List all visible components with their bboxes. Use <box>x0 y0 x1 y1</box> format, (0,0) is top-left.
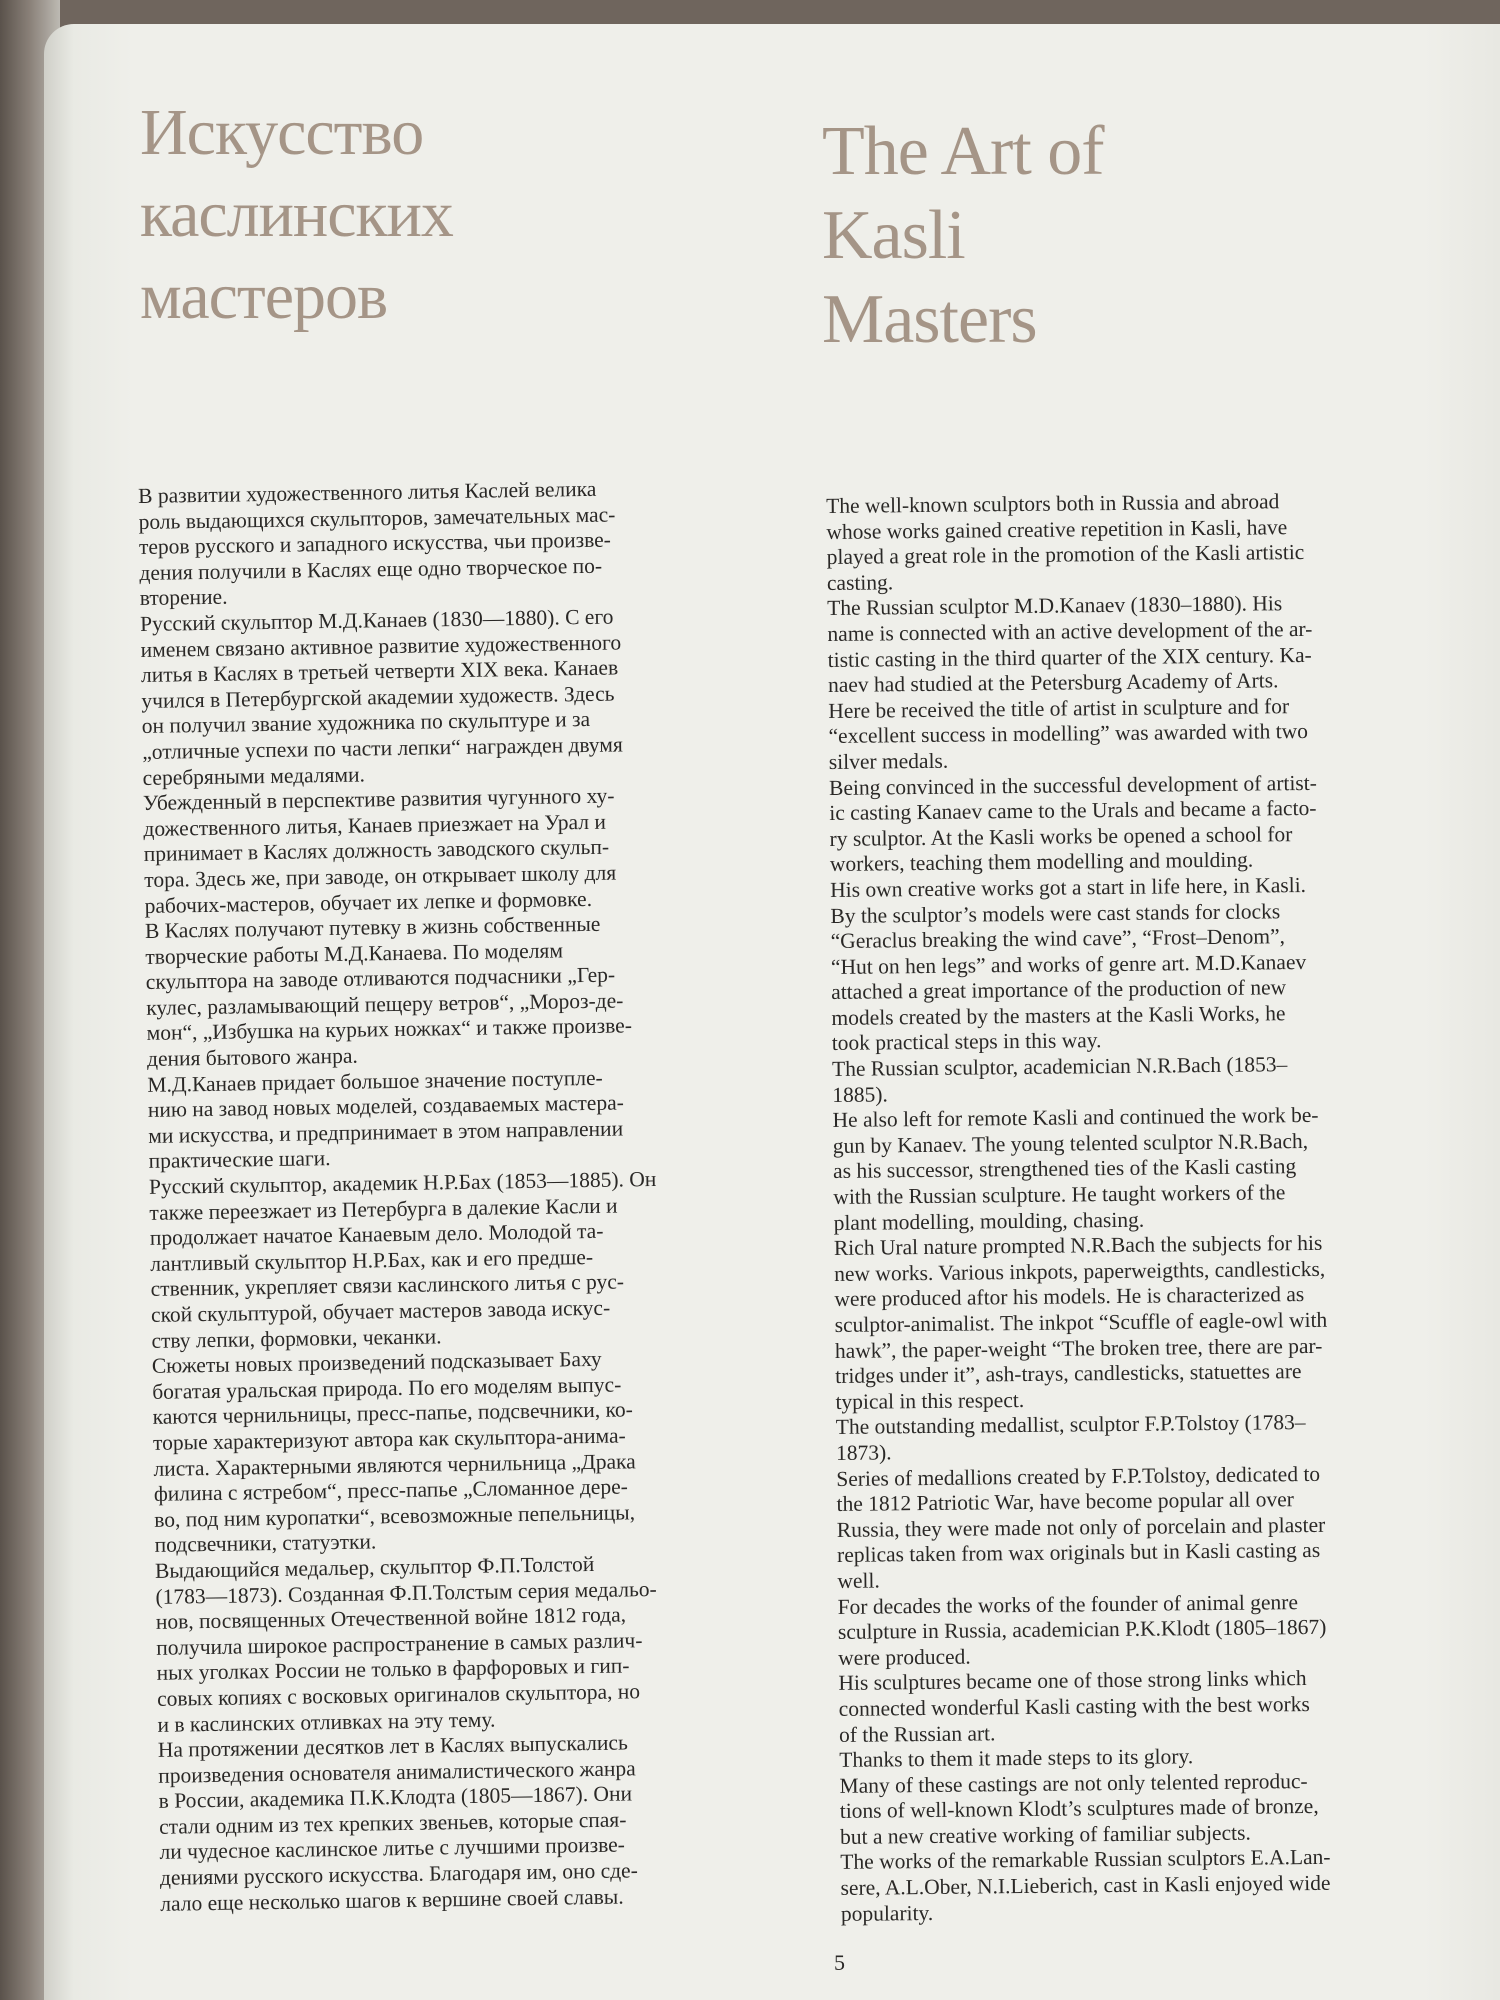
body-text-line: он получил звание художника по скульптуре и за <box>141 707 591 739</box>
body-text-line: листа. Характерными являются чернильница „Драка <box>153 1448 636 1481</box>
body-text-line: hawk”, the paper-weight “The broken tree, there are par- <box>834 1333 1323 1363</box>
body-text-line: The well-known sculptors both in Russia and abroad <box>826 489 1280 518</box>
body-text-line: Being convinced in the successful development of artist- <box>828 770 1317 800</box>
body-text-line: The outstanding medallist, sculptor F.P.Tolstoy (1783– <box>835 1410 1306 1440</box>
body-text-line: Russia, they were made not only of porcelain and plaster <box>836 1512 1326 1542</box>
title-english-line: The Art of <box>822 113 1104 190</box>
body-text-line: plant modelling, moulding, chasing. <box>833 1207 1145 1235</box>
body-text-line: ми искусства, и предпринимает в этом направлении <box>148 1116 624 1148</box>
body-text-line: стали одним из тех крепких звеньев, которые спая- <box>158 1807 627 1839</box>
body-text-line: Русский скульптор М.Д.Канаев (1830—1880). С его <box>140 604 614 636</box>
body-text-line: Сюжеты новых произведений подсказывает Баху <box>151 1347 602 1379</box>
body-text-line: торые характеризуют автора как скульптора-анима- <box>152 1423 626 1455</box>
title-russian-line: Искусство <box>140 96 424 169</box>
body-text-line: дожественного литья, Канаев приезжает на Урал и <box>143 809 607 841</box>
body-text-line: but a new creative working of familiar subjects. <box>839 1820 1251 1849</box>
body-text-line: дения бытового жанра. <box>146 1043 358 1071</box>
body-text-line: творческие работы М.Д.Канаева. По моделям <box>145 938 564 969</box>
title-russian-line: мастеров <box>140 260 388 333</box>
body-text-line: также переезжает из Петербурга в далекие Касли и <box>149 1193 618 1225</box>
body-text-line: Убежденный в перспективе развития чугунного ху- <box>142 783 615 816</box>
body-text-line: workers, teaching them modelling and moulding. <box>829 847 1254 877</box>
body-text-line: “excellent success in modelling” was awarded with two <box>828 719 1309 749</box>
body-text-line: мон“, „Избушка на курьих ножках“ и также произве- <box>146 1013 633 1046</box>
title-english-line: Masters <box>822 281 1037 358</box>
body-text-line: Выдающийся медальер, скульптор Ф.П.Толстой <box>154 1551 595 1583</box>
body-text-line: silver medals. <box>828 748 949 774</box>
body-text-line: В развитии художественного литья Каслей велика <box>138 476 597 508</box>
body-text-line: with the Russian sculpture. He taught workers of the <box>833 1180 1286 1209</box>
body-text-line: new works. Various inkpots, paperweigthts, candlesticks, <box>834 1256 1326 1286</box>
body-text-line: models created by the masters at the Kasli Works, he <box>831 1001 1286 1030</box>
body-text-line: практические шаги. <box>148 1146 331 1174</box>
body-text-line: М.Д.Канаев придает большое значение поступле- <box>147 1065 603 1097</box>
body-text-line: popularity. <box>840 1900 934 1926</box>
body-text-line: For decades the works of the founder of animal genre <box>837 1589 1299 1619</box>
body-text-line: ic casting Kanaev came to the Urals and became a facto- <box>829 796 1317 826</box>
body-text-line: tridges under it”, ash-trays, candlesticks, statuettes are <box>835 1359 1302 1389</box>
body-text-line: совых копиях с восковых оригиналов скульптора, но <box>156 1679 641 1711</box>
body-text-line: подсвечники, статуэтки. <box>154 1529 377 1558</box>
body-text-line: His sculptures became one of those strong links which <box>838 1666 1307 1696</box>
body-text-line: The Russian sculptor, academician N.R.Bach (1853– <box>831 1052 1288 1082</box>
body-text-line: took practical steps in this way. <box>831 1028 1102 1056</box>
page-number: 5 <box>834 1950 845 1975</box>
body-text-line: во, под ним куропатки“, всевозможные пепельницы, <box>154 1500 636 1532</box>
title-russian <box>140 92 740 338</box>
body-text-line: литья в Каслях в третьей четверти XIX века. Канаев <box>140 655 619 688</box>
body-text-line: лало еще несколько шагов к вершине своей славы. <box>160 1884 624 1916</box>
body-text-line: as his successor, strengthened ties of the Kasli casting <box>832 1154 1297 1184</box>
body-text-line: sculpture in Russia, academician P.K.Klodt (1805–1867) <box>837 1614 1327 1645</box>
body-text-line: На протяжении десятков лет в Каслях выпускались <box>157 1730 628 1762</box>
body-text-line: произведения основателя анималистического жанра <box>158 1756 636 1788</box>
body-text-line: name is connected with an active development of the ar- <box>827 616 1313 646</box>
body-text-line: sere, A.L.Ober, N.I.Lieberich, cast in Kasli enjoyed wide <box>840 1870 1331 1900</box>
body-text-line: attached a great importance of the production of new <box>831 975 1287 1005</box>
body-text-line: рабочих-мастеров, обучает их лепке и формовке. <box>144 886 593 918</box>
body-text-line: вторение. <box>139 584 228 611</box>
body-text-line: replicas taken from wax originals but in Kasli casting as <box>836 1538 1321 1568</box>
body-text-line: 1873). <box>835 1440 892 1465</box>
body-text-line: well. <box>837 1568 880 1593</box>
body-text-line: Русский скульптор, академик Н.Р.Бах (1853—1885). Он <box>148 1166 657 1199</box>
body-text-english <box>826 487 1481 1927</box>
body-text-line: кулес, разламывающий пещеру ветров“, „Мороз-де- <box>146 988 624 1020</box>
title-english-line: Kasli <box>822 197 965 274</box>
body-text-line: ству лепки, формовки, чеканки. <box>151 1323 442 1353</box>
body-text-russian <box>138 474 820 1917</box>
body-text-line: „отличные успехи по части лепки“ награжден двумя <box>142 732 623 764</box>
body-text-line: The works of the remarkable Russian sculptors E.A.Lan- <box>840 1845 1331 1875</box>
body-text-line: tions of well-known Klodt’s sculptures made of bronze, <box>839 1794 1319 1824</box>
body-text-line: лантливый скульптор Н.Р.Бах, как и его предше- <box>150 1244 594 1276</box>
body-text-line: богатая уральская природа. По его моделям выпус- <box>152 1372 622 1404</box>
body-text-line: ных уголках России не только в фарфоровых и гип- <box>156 1653 630 1686</box>
body-text-line: were produced aftor his models. He is characterized as <box>834 1282 1305 1312</box>
body-text-line: каются чернильницы, пресс-папье, подсвечники, ко- <box>152 1397 633 1430</box>
body-text-line: и в каслинских отливках на эту тему. <box>157 1707 496 1737</box>
body-text-line: продолжает начатое Канаевым дело. Молодой та- <box>149 1219 604 1251</box>
title-english <box>822 110 1422 362</box>
body-text-line: роль выдающихся скульпторов, замечательных мас- <box>138 502 616 534</box>
body-text-line: ли чудесное каслинское литье с лучшими произве- <box>159 1832 626 1865</box>
body-text-line: “Geraclus breaking the wind cave”, “Frost–Denom”, <box>830 924 1286 954</box>
body-text-line: whose works gained creative repetition in Kasli, have <box>826 514 1288 544</box>
body-text-line: Series of medallions created by F.P.Tolstoy, dedicated to <box>836 1461 1321 1491</box>
body-text-line: дениями русского искусства. Благодаря им, оно сде- <box>159 1858 638 1890</box>
body-text-line: серебряными медалями. <box>142 762 366 790</box>
body-text-line: принимает в Каслях должность заводского скульп- <box>143 834 610 867</box>
body-text-line: в России, академика П.К.Клодта (1805—1867). Они <box>158 1781 633 1814</box>
body-text-line: of the Russian art. <box>838 1720 996 1747</box>
body-text-line: By the sculptor’s models were cast stands for clocks <box>830 898 1281 928</box>
body-text-line: He also left for remote Kasli and continued the work be- <box>832 1103 1319 1133</box>
body-text-line: naev had studied at the Petersburg Academy of Arts. <box>827 668 1279 698</box>
body-text-line: В Каслях получают путевку в жизнь собственные <box>144 911 601 944</box>
body-text-line: His own creative works got a start in life here, in Kasli. <box>830 872 1307 902</box>
body-text-line: учился в Петербургской академии художеств. Здесь <box>141 681 615 713</box>
body-text-line: typical in this respect. <box>835 1387 1025 1414</box>
body-text-line: ской скульптурой, обучает мастеров завода искус- <box>150 1295 611 1327</box>
body-text-line: The Russian sculptor M.D.Kanaev (1830–1880). His <box>827 591 1283 621</box>
body-text-line: gun by Kanaev. The young telented sculptor N.R.Bach, <box>832 1128 1309 1158</box>
body-text-line: casting. <box>826 570 894 595</box>
body-text-line: “Hut on hen legs” and works of genre art. M.D.Kanaev <box>830 949 1307 979</box>
body-text-line: tistic casting in the third quarter of the XIX century. Ka- <box>827 642 1312 672</box>
body-text-line: скульптора на заводе отливаются подчасники „Гер- <box>145 962 616 995</box>
body-text-line: теров русского и западного искусства, чьи произве- <box>138 527 612 560</box>
body-text-line: connected wonderful Kasli casting with the best works <box>838 1691 1310 1721</box>
body-text-line: were produced. <box>838 1644 971 1670</box>
body-text-line: получила широкое распространение в самых различ- <box>156 1627 643 1660</box>
body-text-line: Thanks to them it made steps to its glory. <box>839 1744 1194 1773</box>
body-text-line: ственник, укрепляет связи каслинского литья с рус- <box>150 1269 625 1302</box>
body-text-line: дения получили в Каслях еще одно творческое по- <box>139 553 603 585</box>
body-text-line: ry sculptor. At the Kasli works be opened a school for <box>829 821 1293 851</box>
body-text-line: именем связано активное развитие художественного <box>140 629 622 662</box>
body-text-line: нию на завод новых моделей, создаваемых мастера- <box>147 1090 624 1123</box>
body-text-line: тора. Здесь же, при заводе, он открывает школу для <box>144 860 617 892</box>
body-text-line: нов, посвященных Отечественной войне 1812 года, <box>155 1602 627 1634</box>
body-text-line: Here be received the title of artist in sculpture and for <box>828 693 1290 723</box>
body-text-line: 1885). <box>832 1082 888 1107</box>
body-text-line: Rich Ural nature prompted N.R.Bach the subjects for his <box>833 1231 1323 1261</box>
body-text-line: филина с ястребом“, пресс-папье „Сломанное дере- <box>153 1474 628 1507</box>
body-text-line: sculptor-animalist. The inkpot “Scuffle of eagle-owl with <box>834 1307 1328 1337</box>
body-text-line: Many of these castings are not only telented reproduc- <box>839 1768 1308 1798</box>
body-text-line: (1783—1873). Созданная Ф.П.Толстым серия медальо- <box>155 1576 657 1609</box>
body-text-line: the 1812 Patriotic War, have become popular all over <box>836 1487 1295 1517</box>
body-text-line: played a great role in the promotion of the Kasli artistic <box>826 540 1305 570</box>
title-russian-line: каслинских <box>140 178 453 251</box>
